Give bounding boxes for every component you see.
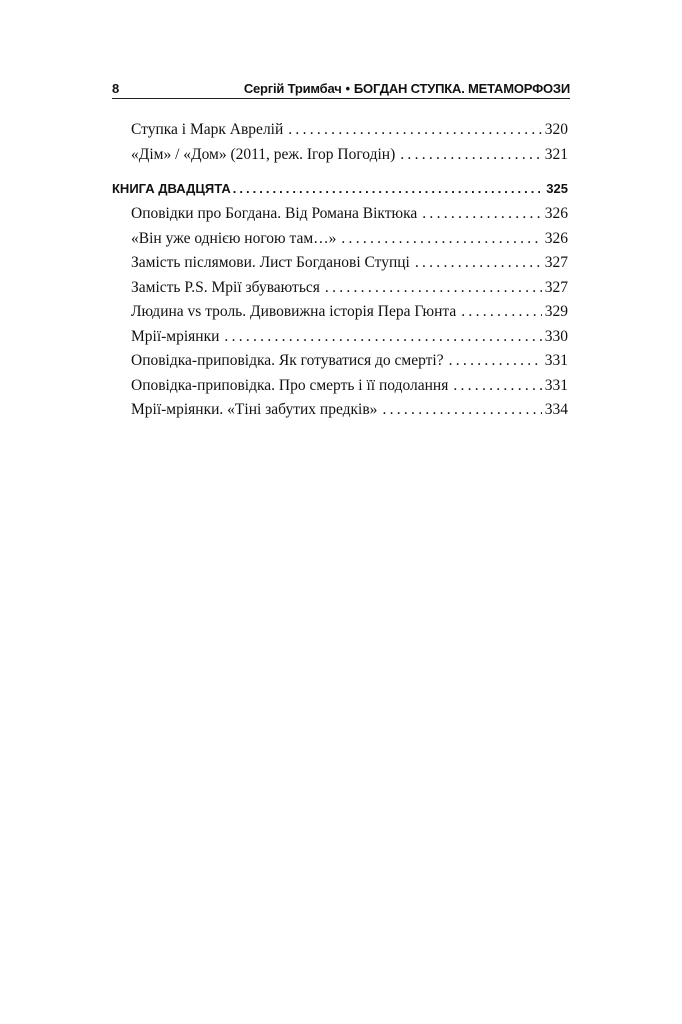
toc-entry-page: 320 [544, 121, 568, 138]
toc-entry-page: 331 [544, 352, 568, 369]
toc-entry-title: «Він уже однією ногою там…» [131, 229, 337, 247]
toc-entry-page: 334 [544, 401, 568, 418]
toc-entry-title: «Дім» / «Дом» (2011, реж. Ігор Погодін) [131, 145, 396, 163]
book-title: БОГДАН СТУПКА. МЕТАМОРФОЗИ [353, 81, 570, 96]
toc-entry [112, 276, 568, 301]
toc-entry-title: Оповідка-приповідка. Як готуватися до смерті? [131, 352, 444, 369]
dot-leader [422, 202, 541, 227]
toc-entry-page: 321 [544, 145, 568, 163]
dot-leader [400, 143, 541, 168]
toc-entry [112, 202, 568, 227]
dot-leader [449, 349, 542, 374]
toc-entry [112, 349, 568, 374]
dot-leader [288, 118, 541, 143]
toc-entry [112, 227, 568, 252]
toc-entry [112, 143, 568, 168]
toc-entry [112, 300, 568, 325]
dot-leader [224, 325, 541, 350]
toc-entry-page: 327 [544, 278, 568, 296]
toc-entry-page: 326 [544, 205, 568, 222]
toc-entry-title: Замість післямови. Лист Богданові Ступці [131, 254, 410, 271]
toc-entry [112, 374, 568, 399]
toc-entry-title: Ступка і Марк Аврелій [131, 121, 284, 138]
toc-entry-title: Оповідки про Богдана. Від Романа Віктюка [131, 205, 418, 222]
toc-entry-title: Людина vs троль. Дивовижна історія Пера Гюнта [131, 303, 457, 320]
section-title: КНИГА ДВАДЦЯТА [112, 181, 231, 196]
dot-leader [341, 227, 541, 252]
toc-entry [112, 398, 568, 423]
dot-leader [382, 398, 541, 423]
bullet-separator: • [345, 81, 350, 96]
toc-entry-page: 331 [544, 376, 568, 394]
dot-leader [415, 251, 542, 276]
running-head-title [244, 81, 570, 96]
toc-entry [112, 251, 568, 276]
toc-entry [112, 325, 568, 350]
dot-leader [233, 177, 541, 201]
author-name: Сергій Тримбач [243, 81, 342, 96]
toc-entry-page: 327 [544, 254, 568, 271]
dot-leader [325, 276, 542, 301]
toc-entry-title: Мрії-мріянки [131, 327, 220, 345]
header-rule [112, 98, 570, 99]
toc-entry [112, 118, 568, 143]
toc-entry-page: 330 [544, 327, 568, 345]
toc-entry-title: Замість P.S. Мрії збуваються [131, 278, 320, 296]
dot-leader [453, 374, 541, 399]
toc-entry-title: Мрії-мріянки. «Тіні забутих предків» [131, 401, 378, 418]
table-of-contents [112, 118, 568, 423]
section-page: 325 [546, 181, 568, 196]
toc-entry-page: 329 [544, 303, 568, 320]
toc-entry-title: Оповідка-приповідка. Про смерть і її подолання [131, 376, 449, 394]
toc-entry-page: 326 [544, 229, 568, 247]
toc-section-heading [112, 177, 568, 201]
running-head [112, 80, 570, 98]
page-number: 8 [112, 81, 120, 96]
dot-leader [461, 300, 541, 325]
